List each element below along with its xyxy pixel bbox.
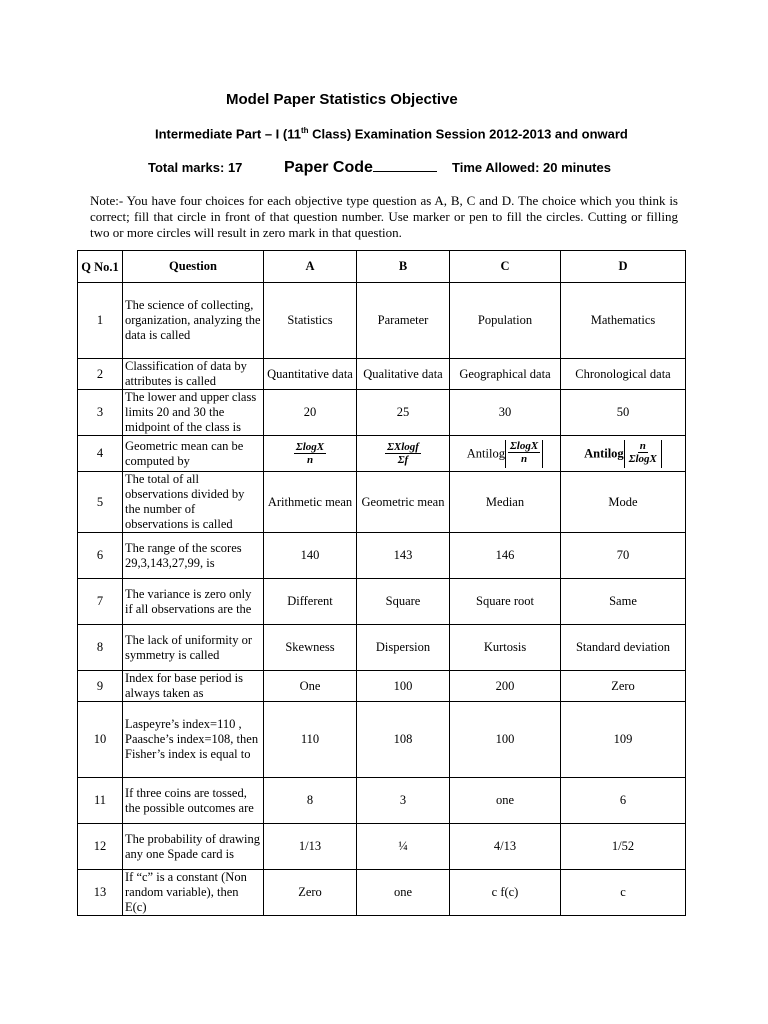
option-c: c f(c): [450, 870, 561, 916]
question-number: 5: [78, 472, 123, 533]
table-header-row: [78, 251, 686, 283]
question-number: 6: [78, 533, 123, 579]
header-q-no: Q No.1: [78, 251, 123, 283]
option-d: Mathematics: [561, 283, 686, 359]
paper-code-blank: [373, 157, 437, 172]
paper-code: [284, 157, 437, 177]
fraction-denominator: n: [306, 454, 314, 466]
option-d: 109: [561, 702, 686, 778]
table-row: [78, 472, 686, 533]
option-c: one: [450, 778, 561, 824]
question-number: 4: [78, 436, 123, 472]
antilog-label: Antilog: [466, 446, 505, 460]
option-d: 70: [561, 533, 686, 579]
fraction-denominator: n: [521, 452, 528, 465]
question-number: 8: [78, 625, 123, 671]
question-number: 11: [78, 778, 123, 824]
table-row: [78, 390, 686, 436]
formula-fraction: [508, 440, 540, 465]
abs-bars: [505, 440, 543, 468]
table-row: [78, 579, 686, 625]
header-question: Question: [123, 251, 264, 283]
table-row: [78, 283, 686, 359]
option-a: Zero: [264, 870, 357, 916]
instructions-note: Note:- You have four choices for each objective type question as A, B, C and D. The choice which you think is correct; fill that circle in front of that question number. Use marker or pen to fill the circles. Cutting or filling two or more circles will result in zero mark in that question.: [90, 193, 678, 240]
subtitle-sup: th: [300, 126, 309, 135]
option-a: 8: [264, 778, 357, 824]
fraction-numerator: ΣlogX: [509, 439, 539, 452]
questions-table: [77, 250, 686, 916]
option-b-cell: [357, 436, 450, 472]
option-a-cell: [264, 436, 357, 472]
option-a: Different: [264, 579, 357, 625]
formula-fraction: [627, 440, 659, 465]
option-d: 1/52: [561, 824, 686, 870]
option-c: 30: [450, 390, 561, 436]
question-text: The total of all observations divided by the number of observations is called: [123, 472, 264, 533]
subtitle-pre: Intermediate Part – I (11: [155, 126, 301, 142]
option-c: Kurtosis: [450, 625, 561, 671]
fraction-numerator: n: [639, 439, 646, 452]
option-a: 110: [264, 702, 357, 778]
option-b: 3: [357, 778, 450, 824]
question-text: The variance is zero only if all observations are the: [123, 579, 264, 625]
option-d: c: [561, 870, 686, 916]
option-d: 6: [561, 778, 686, 824]
option-a: Statistics: [264, 283, 357, 359]
question-text: Geometric mean can be computed by: [123, 436, 264, 472]
question-text: The science of collecting, organization, analyzing the data is called: [123, 283, 264, 359]
option-a: One: [264, 671, 357, 702]
header-d: D: [561, 251, 686, 283]
abs-bars: [624, 440, 662, 468]
header-c: C: [450, 251, 561, 283]
option-d-cell: [561, 436, 686, 472]
paper-code-label: Paper Code: [284, 159, 373, 176]
question-text: If “c” is a constant (Non random variable), then E(c): [123, 870, 264, 916]
question-text: The lack of uniformity or symmetry is called: [123, 625, 264, 671]
option-a: Skewness: [264, 625, 357, 671]
option-b: Dispersion: [357, 625, 450, 671]
option-d: Zero: [561, 671, 686, 702]
option-b: 25: [357, 390, 450, 436]
fraction-numerator: ΣlogX: [295, 441, 325, 453]
option-b: 100: [357, 671, 450, 702]
question-text: The probability of drawing any one Spade card is: [123, 824, 264, 870]
question-number: 13: [78, 870, 123, 916]
option-c: Square root: [450, 579, 561, 625]
option-a: Arithmetic mean: [264, 472, 357, 533]
table-row: [78, 702, 686, 778]
option-c: Geographical data: [450, 359, 561, 390]
question-text: The lower and upper class limits 20 and 30 the midpoint of the class is: [123, 390, 264, 436]
table-row: [78, 533, 686, 579]
table-row: [78, 671, 686, 702]
option-b: Square: [357, 579, 450, 625]
total-marks: Total marks: 17: [148, 160, 243, 175]
table-row: [78, 778, 686, 824]
fraction-denominator: Σf: [397, 454, 409, 466]
option-d: Chronological data: [561, 359, 686, 390]
header-a: A: [264, 251, 357, 283]
table-row: [78, 870, 686, 916]
formula-fraction: [385, 441, 421, 466]
table-row: [78, 625, 686, 671]
option-c: Median: [450, 472, 561, 533]
option-d: Standard deviation: [561, 625, 686, 671]
option-a: Quantitative data: [264, 359, 357, 390]
question-text: Classification of data by attributes is called: [123, 359, 264, 390]
question-number: 9: [78, 671, 123, 702]
question-number: 1: [78, 283, 123, 359]
question-number: 10: [78, 702, 123, 778]
option-d: 50: [561, 390, 686, 436]
question-number: 12: [78, 824, 123, 870]
option-d: Same: [561, 579, 686, 625]
option-c: Population: [450, 283, 561, 359]
question-text: The range of the scores 29,3,143,27,99, is: [123, 533, 264, 579]
option-c: 146: [450, 533, 561, 579]
page-title: Model Paper Statistics Objective: [226, 91, 458, 108]
option-b: one: [357, 870, 450, 916]
fraction-numerator: ΣXlogf: [387, 441, 419, 453]
option-c: 100: [450, 702, 561, 778]
time-allowed: Time Allowed: 20 minutes: [452, 160, 611, 175]
option-b: Geometric mean: [357, 472, 450, 533]
header-b: B: [357, 251, 450, 283]
option-b: Parameter: [357, 283, 450, 359]
option-a: 1/13: [264, 824, 357, 870]
subtitle-post: Class) Examination Session 2012-2013 and onward: [308, 126, 628, 142]
question-number: 7: [78, 579, 123, 625]
option-b: 108: [357, 702, 450, 778]
fraction-denominator: ΣlogX: [628, 452, 657, 465]
question-text: Laspeyre’s index=110 , Paasche’s index=108, then Fisher’s index is equal to: [123, 702, 264, 778]
formula-fraction: [294, 441, 326, 466]
table-row: [78, 824, 686, 870]
option-c-cell: [450, 436, 561, 472]
option-b: Qualitative data: [357, 359, 450, 390]
question-number: 3: [78, 390, 123, 436]
option-c: 200: [450, 671, 561, 702]
question-text: If three coins are tossed, the possible outcomes are: [123, 778, 264, 824]
table-row: [78, 436, 686, 472]
table-row: [78, 359, 686, 390]
option-b: ¼: [357, 824, 450, 870]
option-b: 143: [357, 533, 450, 579]
exam-subtitle: [155, 126, 628, 141]
option-c: 4/13: [450, 824, 561, 870]
question-number: 2: [78, 359, 123, 390]
option-a: 20: [264, 390, 357, 436]
question-text: Index for base period is always taken as: [123, 671, 264, 702]
option-a: 140: [264, 533, 357, 579]
antilog-label: Antilog: [584, 446, 624, 460]
option-d: Mode: [561, 472, 686, 533]
